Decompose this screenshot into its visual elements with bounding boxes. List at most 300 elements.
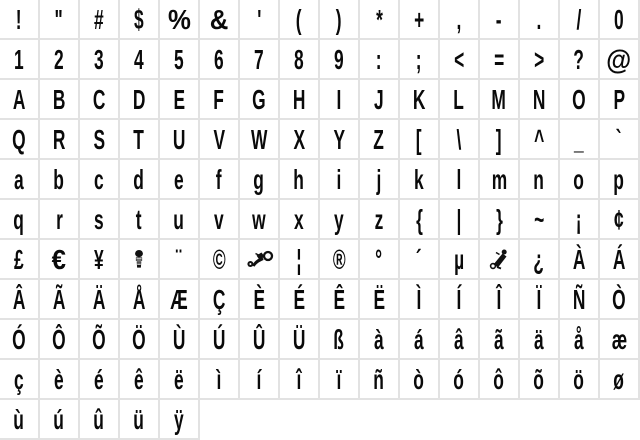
glyph-cell: [440, 120, 480, 160]
glyph-cell: [520, 80, 560, 120]
glyph-cell: [440, 200, 480, 240]
glyph-cell: [400, 160, 440, 200]
glyph: <: [453, 44, 465, 75]
glyph: j: [376, 164, 382, 195]
glyph-cell: [520, 0, 560, 40]
glyph: W: [250, 124, 268, 155]
glyph: M: [491, 84, 507, 115]
glyph: 8: [294, 44, 304, 75]
glyph: 5: [174, 44, 184, 75]
glyph: Ô: [52, 324, 66, 355]
glyph-cell: [480, 0, 520, 40]
glyph-cell: [160, 80, 200, 120]
glyph-cell: [520, 160, 560, 200]
glyph-cell: [320, 0, 360, 40]
glyph-cell: [120, 120, 160, 160]
glyph: Õ: [92, 324, 106, 355]
glyph-cell: [0, 240, 40, 280]
glyph: 0: [614, 4, 624, 35]
glyph: ,: [456, 4, 462, 35]
glyph: G: [252, 84, 266, 115]
glyph-cell: [200, 120, 240, 160]
glyph: C: [92, 84, 106, 115]
glyph-cell: [600, 120, 640, 160]
glyph-cell: [40, 120, 80, 160]
glyph: !: [16, 4, 22, 35]
glyph: D: [132, 84, 146, 115]
glyph-cell: [80, 0, 120, 40]
glyph-cell: [240, 360, 280, 400]
glyph-cell: [280, 200, 320, 240]
glyph: ®: [332, 244, 346, 275]
glyph: r: [55, 204, 63, 235]
glyph-cell: [120, 400, 160, 440]
glyph-cell: [520, 200, 560, 240]
glyph-cell: [560, 120, 600, 160]
glyph: ç: [14, 364, 24, 395]
glyph: J: [374, 84, 384, 115]
glyph: z: [374, 204, 384, 235]
glyph-cell: [440, 40, 480, 80]
glyph-cell: [440, 280, 480, 320]
glyph: €: [51, 244, 67, 275]
glyph: ø: [613, 364, 625, 395]
glyph-cell: [80, 80, 120, 120]
glyph: f: [216, 164, 222, 195]
glyph: X: [293, 124, 305, 155]
glyph: 7: [254, 44, 264, 75]
glyph: ¡: [576, 204, 582, 235]
glyph: v: [214, 204, 224, 235]
glyph: `: [616, 124, 622, 155]
glyph-cell: [560, 320, 600, 360]
glyph: Í: [456, 284, 462, 315]
glyph: {: [415, 204, 423, 235]
glyph-cell: [40, 400, 80, 440]
glyph: #: [94, 4, 104, 35]
glyph: N: [532, 84, 546, 115]
glyph-cell: [320, 280, 360, 320]
glyph-cell: [240, 80, 280, 120]
glyph-cell: [520, 360, 560, 400]
glyph: A: [12, 84, 26, 115]
glyph: â: [454, 324, 464, 355]
glyph-cell: [200, 40, 240, 80]
glyph-cell: [560, 280, 600, 320]
glyph: $: [134, 4, 144, 35]
glyph: s: [94, 204, 104, 235]
glyph: Æ: [170, 284, 188, 315]
glyph: T: [133, 124, 145, 155]
glyph-cell: [160, 0, 200, 40]
motocross-jump-icon: [489, 248, 510, 270]
glyph: Ä: [92, 284, 106, 315]
glyph-cell: [80, 40, 120, 80]
glyph: Z: [373, 124, 385, 155]
glyph: l: [456, 164, 462, 195]
glyph-cell: [240, 280, 280, 320]
glyph-cell: [80, 280, 120, 320]
glyph: Q: [12, 124, 26, 155]
glyph: é: [94, 364, 104, 395]
glyph-cell: [440, 320, 480, 360]
glyph-cell: [0, 80, 40, 120]
glyph: Ã: [52, 284, 66, 315]
glyph: a: [14, 164, 24, 195]
glyph-cell: [520, 280, 560, 320]
glyph: ?: [573, 44, 585, 75]
glyph-cell: [480, 240, 520, 280]
glyph-cell: [600, 40, 640, 80]
glyph-cell: [560, 40, 600, 80]
glyph: Ñ: [572, 284, 586, 315]
glyph-cell: [40, 200, 80, 240]
glyph: Ç: [212, 284, 226, 315]
glyph-cell: [40, 40, 80, 80]
glyph-cell: [200, 160, 240, 200]
glyph-cell: [600, 80, 640, 120]
glyph-cell: [320, 40, 360, 80]
glyph-cell: [320, 120, 360, 160]
glyph: û: [93, 404, 105, 435]
glyph: ): [336, 4, 342, 35]
glyph: _: [574, 124, 584, 155]
glyph: ô: [493, 364, 505, 395]
glyph-cell: [200, 240, 240, 280]
glyph: k: [414, 164, 424, 195]
glyph-cell: [280, 40, 320, 80]
glyph: ì: [216, 364, 222, 395]
glyph-cell: [80, 120, 120, 160]
glyph-cell: [0, 280, 40, 320]
glyph-cell: [400, 0, 440, 40]
glyph-cell: [560, 80, 600, 120]
glyph-cell: [440, 80, 480, 120]
glyph: ï: [336, 364, 342, 395]
glyph-cell: [400, 40, 440, 80]
glyph-cell: [160, 360, 200, 400]
glyph-cell: [80, 160, 120, 200]
glyph: g: [253, 164, 265, 195]
totem-figure-icon: [134, 250, 144, 268]
glyph-cell: [120, 0, 160, 40]
glyph-cell: [40, 280, 80, 320]
glyph-cell: [240, 120, 280, 160]
glyph-cell: [400, 120, 440, 160]
glyph-cell: [600, 360, 640, 400]
glyph: [: [416, 124, 422, 155]
glyph: p: [613, 164, 625, 195]
glyph: H: [292, 84, 306, 115]
glyph-cell: [600, 200, 640, 240]
glyph: Û: [252, 324, 266, 355]
glyph: &: [209, 4, 229, 35]
glyph: B: [52, 84, 66, 115]
glyph-cell: [40, 0, 80, 40]
glyph-cell: [280, 280, 320, 320]
glyph: ÿ: [174, 404, 184, 435]
glyph-cell: [40, 80, 80, 120]
glyph: Ì: [416, 284, 422, 315]
glyph-cell: [520, 40, 560, 80]
glyph: /: [576, 4, 582, 35]
glyph-cell: [200, 320, 240, 360]
glyph-cell: [400, 200, 440, 240]
glyph-cell: [600, 320, 640, 360]
glyph: å: [574, 324, 584, 355]
glyph-cell: [0, 120, 40, 160]
glyph: V: [213, 124, 225, 155]
glyph: ê: [134, 364, 144, 395]
glyph-cell: [120, 160, 160, 200]
glyph: S: [93, 124, 105, 155]
glyph: i: [336, 164, 342, 195]
glyph: æ: [611, 324, 627, 355]
glyph: Ê: [333, 284, 345, 315]
glyph: ©: [212, 244, 226, 275]
glyph: ~: [533, 204, 545, 235]
glyph-cell: [560, 360, 600, 400]
glyph: õ: [533, 364, 545, 395]
glyph: }: [495, 204, 503, 235]
glyph-cell: [0, 200, 40, 240]
glyph: I: [336, 84, 342, 115]
glyph-cell: [560, 240, 600, 280]
glyph: Ë: [373, 284, 385, 315]
glyph: @: [606, 44, 632, 75]
glyph-cell: [400, 320, 440, 360]
glyph: K: [412, 84, 426, 115]
glyph-cell: [280, 120, 320, 160]
glyph: Â: [12, 284, 26, 315]
glyph-cell: [480, 360, 520, 400]
glyph-cell: [360, 280, 400, 320]
glyph-cell: [80, 400, 120, 440]
glyph-cell: [360, 320, 400, 360]
glyph-cell: [280, 0, 320, 40]
glyph: *: [375, 4, 383, 35]
glyph-cell: [560, 200, 600, 240]
glyph-cell: [360, 120, 400, 160]
glyph-cell: [160, 160, 200, 200]
glyph-cell: [0, 0, 40, 40]
glyph: d: [133, 164, 145, 195]
glyph: ù: [13, 404, 25, 435]
glyph-cell: [520, 240, 560, 280]
motorcycle-flip-icon: [245, 250, 274, 268]
glyph-cell: [280, 80, 320, 120]
glyph: ¦: [296, 244, 302, 275]
glyph-cell: [200, 200, 240, 240]
glyph-cell: [600, 160, 640, 200]
glyph: °: [375, 244, 383, 275]
glyph-cell: [480, 320, 520, 360]
glyph-cell: [160, 120, 200, 160]
glyph-cell: [80, 320, 120, 360]
glyph: Ú: [212, 324, 226, 355]
glyph-cell: [200, 0, 240, 40]
glyph-cell: [120, 240, 160, 280]
glyph: P: [613, 84, 625, 115]
glyph-cell: [0, 360, 40, 400]
glyph: -: [496, 4, 502, 35]
glyph-cell: [120, 320, 160, 360]
glyph: e: [174, 164, 184, 195]
glyph: ]: [496, 124, 502, 155]
glyph-cell: [0, 320, 40, 360]
glyph: b: [53, 164, 65, 195]
glyph: :: [376, 44, 382, 75]
glyph-cell: [600, 280, 640, 320]
glyph: E: [173, 84, 185, 115]
glyph: 4: [134, 44, 144, 75]
glyph: O: [572, 84, 586, 115]
glyph: F: [213, 84, 225, 115]
glyph-cell: [120, 360, 160, 400]
glyph: ¨: [176, 244, 182, 275]
glyph: ": [54, 4, 64, 35]
glyph-cell: [160, 200, 200, 240]
glyph: 6: [214, 44, 224, 75]
glyph: >: [533, 44, 545, 75]
glyph: u: [173, 204, 185, 235]
glyph: U: [172, 124, 186, 155]
glyph-cell: [280, 160, 320, 200]
glyph-cell: [440, 0, 480, 40]
glyph-cell: [600, 240, 640, 280]
glyph: L: [453, 84, 465, 115]
glyph: 1: [14, 44, 24, 75]
glyph: ö: [573, 364, 585, 395]
glyph: .: [536, 4, 542, 35]
glyph: 3: [94, 44, 104, 75]
glyph-cell: [320, 240, 360, 280]
glyph-cell: [160, 240, 200, 280]
glyph: Y: [333, 124, 345, 155]
glyph-cell: [520, 120, 560, 160]
glyph-cell: [320, 200, 360, 240]
glyph: Ù: [172, 324, 186, 355]
glyph-cell: [360, 0, 400, 40]
glyph-cell: [200, 280, 240, 320]
glyph-cell: [400, 240, 440, 280]
glyph: ã: [494, 324, 504, 355]
glyph-cell: [160, 400, 200, 440]
glyph: o: [573, 164, 585, 195]
glyph-cell: [480, 40, 520, 80]
glyph: ä: [534, 324, 544, 355]
glyph: m: [491, 164, 507, 195]
glyph: Î: [496, 284, 502, 315]
glyph-cell: [440, 240, 480, 280]
glyph-cell: [80, 360, 120, 400]
glyph-cell: [320, 320, 360, 360]
glyph-cell: [160, 40, 200, 80]
glyph-cell: [400, 80, 440, 120]
glyph: á: [414, 324, 424, 355]
glyph: É: [293, 284, 305, 315]
glyph-cell: [240, 0, 280, 40]
glyph: ú: [53, 404, 65, 435]
glyph: ^: [533, 124, 545, 155]
glyph-cell: [240, 320, 280, 360]
glyph: µ: [453, 244, 464, 275]
glyph: ü: [133, 404, 145, 435]
glyph: y: [334, 204, 344, 235]
glyph: R: [52, 124, 66, 155]
glyph: x: [294, 204, 304, 235]
glyph: c: [94, 164, 104, 195]
glyph-cell: [480, 160, 520, 200]
glyph: È: [253, 284, 265, 315]
glyph-cell: [360, 360, 400, 400]
glyph-cell: [120, 200, 160, 240]
glyph-cell: [360, 240, 400, 280]
glyph: Ò: [612, 284, 626, 315]
glyph: è: [54, 364, 64, 395]
glyph: £: [14, 244, 24, 275]
glyph-cell: [40, 240, 80, 280]
glyph: ó: [453, 364, 465, 395]
glyph: ¿: [533, 244, 545, 275]
glyph: ¥: [94, 244, 104, 275]
glyph-cell: [40, 320, 80, 360]
glyph-cell: [0, 160, 40, 200]
glyph-cell: [400, 280, 440, 320]
glyph-cell: [440, 160, 480, 200]
glyph-cell: [200, 80, 240, 120]
glyph-cell: [0, 40, 40, 80]
glyph: 2: [54, 44, 64, 75]
glyph-cell: [560, 160, 600, 200]
glyph-cell: [320, 160, 360, 200]
glyph-cell: [240, 40, 280, 80]
glyph: +: [413, 4, 425, 35]
glyph: q: [13, 204, 25, 235]
glyph-cell: [80, 200, 120, 240]
glyph-cell: [200, 360, 240, 400]
glyph-cell: [360, 80, 400, 120]
glyph-cell: [480, 280, 520, 320]
glyph-cell: [480, 80, 520, 120]
glyph-cell: [160, 320, 200, 360]
glyph: Ó: [12, 324, 26, 355]
glyph-cell: [40, 360, 80, 400]
glyph: 9: [334, 44, 344, 75]
glyph: À: [572, 244, 586, 275]
glyph-cell: [480, 120, 520, 160]
glyph-cell: [240, 200, 280, 240]
glyph-cell: [40, 160, 80, 200]
glyph: ß: [333, 324, 345, 355]
glyph-cell: [120, 40, 160, 80]
glyph: ë: [174, 364, 184, 395]
glyph: ò: [413, 364, 425, 395]
glyph: ´: [416, 244, 422, 275]
glyph: Ü: [292, 324, 306, 355]
glyph: í: [256, 364, 262, 395]
glyph: ñ: [373, 364, 385, 395]
glyph-cell: [160, 280, 200, 320]
glyph: ;: [416, 44, 422, 75]
glyph: Ï: [536, 284, 542, 315]
glyph-cell: [120, 80, 160, 120]
glyph: t: [136, 204, 142, 235]
glyph-cell: [400, 360, 440, 400]
glyph-cell: [320, 80, 360, 120]
glyph: ': [256, 4, 262, 35]
glyph-cell: [280, 320, 320, 360]
